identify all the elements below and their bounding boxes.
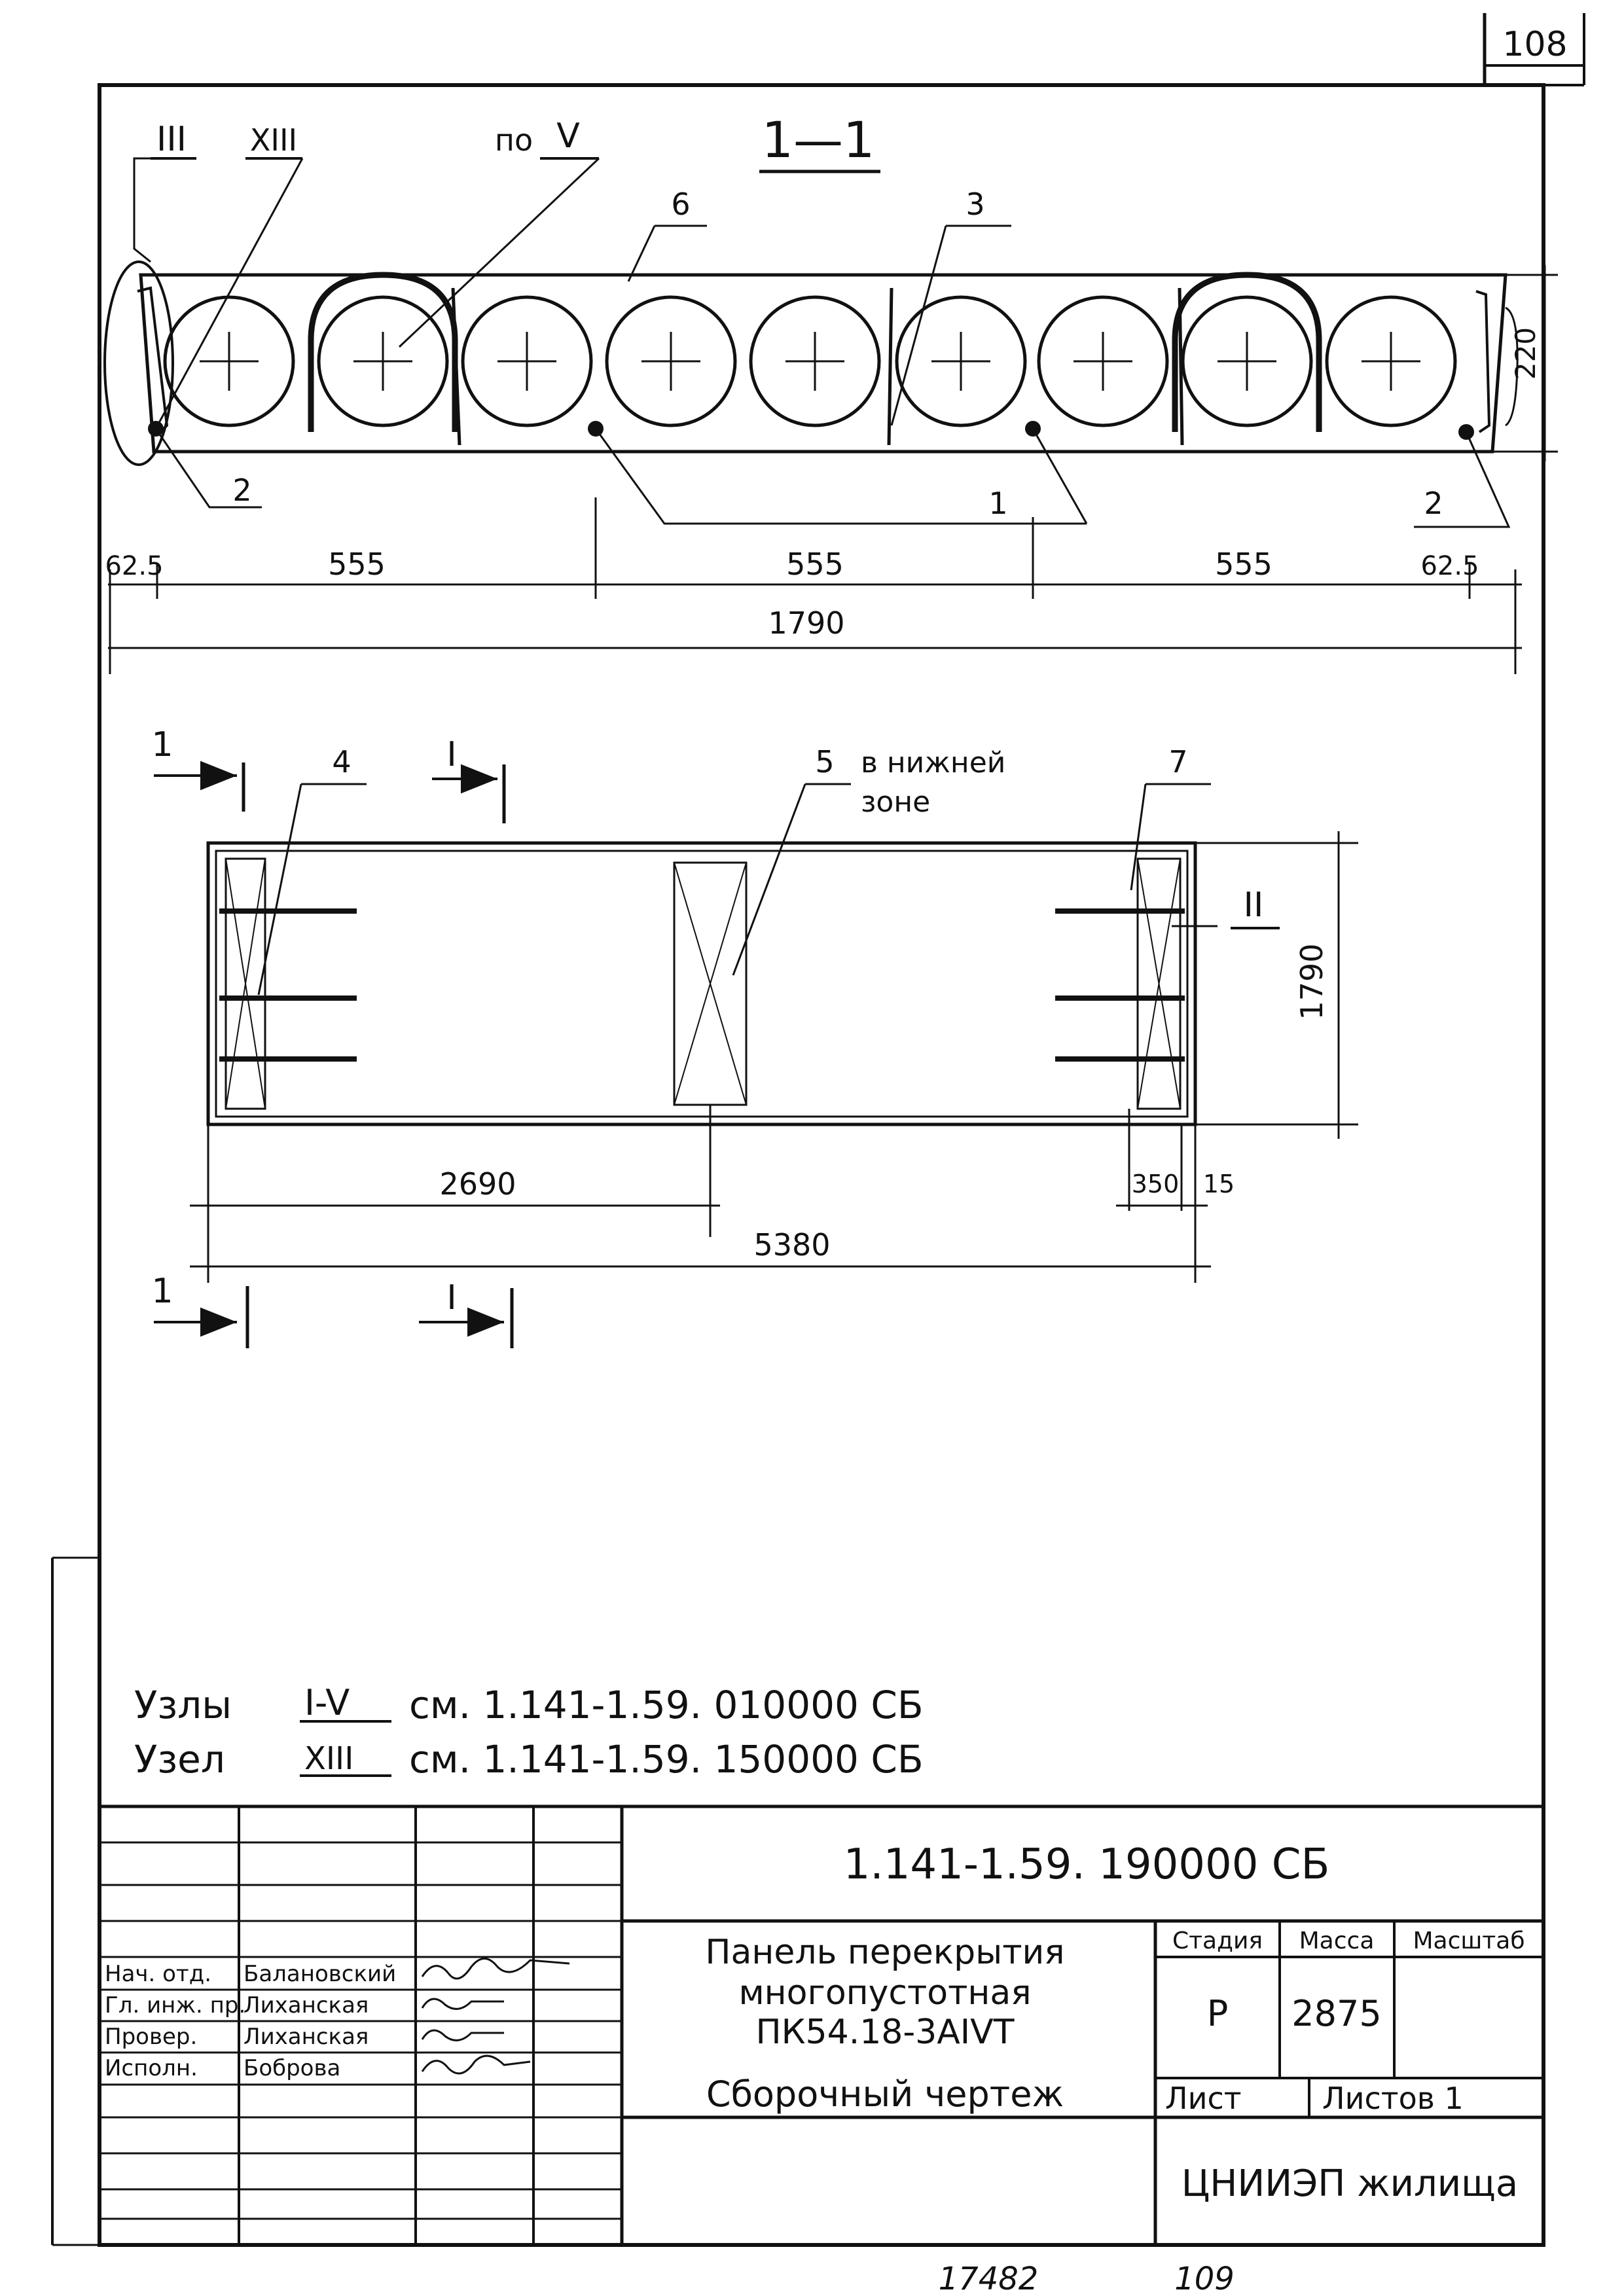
- dim-edge-right: 62.5: [1420, 551, 1479, 581]
- item-2-right-label: 2: [1424, 486, 1443, 521]
- item-4-label: 4: [332, 744, 352, 780]
- node-xiii-label: XIII: [249, 122, 298, 158]
- stage-value: Р: [1206, 1993, 1229, 2034]
- staff-name-2: Лиханская: [244, 1992, 369, 2018]
- dim-span-3: 555: [1215, 547, 1272, 582]
- mark-i-bottom: I: [446, 1278, 457, 1318]
- sheets-label: Листов 1: [1322, 2081, 1464, 2116]
- node-v-label: V: [556, 117, 580, 156]
- note-1-text: см. 1.141-1.59. 010000 СБ: [409, 1683, 924, 1727]
- note-1-ref: I-V: [304, 1682, 350, 1723]
- hollow-cores: [165, 297, 1455, 425]
- note-1-prefix: Узлы: [134, 1683, 232, 1727]
- stage-header: Стадия: [1172, 1928, 1263, 1954]
- note-2-text: см. 1.141-1.59. 150000 СБ: [409, 1737, 924, 1782]
- page-number: 108: [1502, 25, 1568, 64]
- height-dim: 220: [1509, 327, 1542, 380]
- mark-i-top: I: [446, 735, 457, 774]
- mass-header: Масса: [1299, 1928, 1375, 1954]
- item-5-label: 5: [815, 744, 835, 780]
- title-line-1: Панель перекрытия: [705, 1933, 1065, 1972]
- item-5-note-2: зоне: [861, 785, 931, 819]
- organization: ЦНИИЭП жилища: [1181, 2162, 1519, 2205]
- mass-value: 2875: [1291, 1993, 1382, 2034]
- dim-end-gap: 15: [1202, 1170, 1235, 1198]
- dim-half-length: 2690: [439, 1166, 516, 1202]
- staff-role-3: Провер.: [105, 2024, 198, 2050]
- signature-2: [422, 1999, 504, 2009]
- note-2-prefix: Узел: [134, 1737, 225, 1782]
- footer-right: 109: [1174, 2261, 1235, 2296]
- dim-edge-left: 62.5: [105, 551, 164, 581]
- item-1-label: 1: [988, 486, 1008, 521]
- title-block: [99, 1806, 1543, 2245]
- staff-role-1: Нач. отд.: [105, 1961, 212, 1987]
- section-1-1: [105, 111, 1558, 674]
- title-line-3: ПК54.18-3АIVТ: [755, 2013, 1015, 2052]
- signature-1: [422, 1959, 569, 1979]
- node-v-prefix: по: [494, 122, 533, 158]
- item-3-label: 3: [965, 187, 985, 222]
- node-iii-label: III: [156, 120, 187, 159]
- section-title: 1—1: [761, 111, 875, 169]
- plan-width-dim: 1790: [1294, 943, 1329, 1020]
- dim-end-zone: 350: [1131, 1170, 1180, 1198]
- sheet-label: Лист: [1165, 2081, 1242, 2116]
- dim-span-1: 555: [328, 547, 386, 582]
- scale-header: Масштаб: [1413, 1928, 1525, 1954]
- dim-total-width: 1790: [768, 605, 845, 641]
- note-2-ref: XIII: [304, 1740, 354, 1777]
- staff-role-4: Исполн.: [105, 2055, 198, 2081]
- dim-span-2: 555: [786, 547, 844, 582]
- mark-1-top: 1: [151, 725, 173, 764]
- sheet-frame: [52, 13, 1584, 2245]
- signature-4: [422, 2056, 530, 2073]
- item-2-left-label: 2: [232, 473, 252, 508]
- mark-1-bottom: 1: [151, 1272, 173, 1311]
- item-7-label: 7: [1168, 744, 1188, 780]
- staff-name-1: Балановский: [244, 1961, 397, 1987]
- notes: [134, 1682, 924, 1782]
- dim-length: 5380: [753, 1227, 831, 1263]
- title-line-2: многопустотная: [738, 1973, 1032, 2013]
- item-6-label: 6: [671, 187, 691, 222]
- staff-name-4: Боброва: [244, 2055, 341, 2081]
- node-ii-label: II: [1243, 886, 1264, 925]
- plan-view: [151, 725, 1358, 1348]
- staff-role-2: Гл. инж. пр.: [105, 1992, 246, 2018]
- staff-name-3: Лиханская: [244, 2024, 369, 2050]
- signature-3: [422, 2030, 504, 2040]
- item-5-note-1: в нижней: [861, 746, 1006, 780]
- footer-left: 17482: [938, 2261, 1039, 2296]
- drawing-type: Сборочный чертеж: [706, 2073, 1064, 2115]
- doc-code: 1.141-1.59. 190000 СБ: [843, 1840, 1330, 1889]
